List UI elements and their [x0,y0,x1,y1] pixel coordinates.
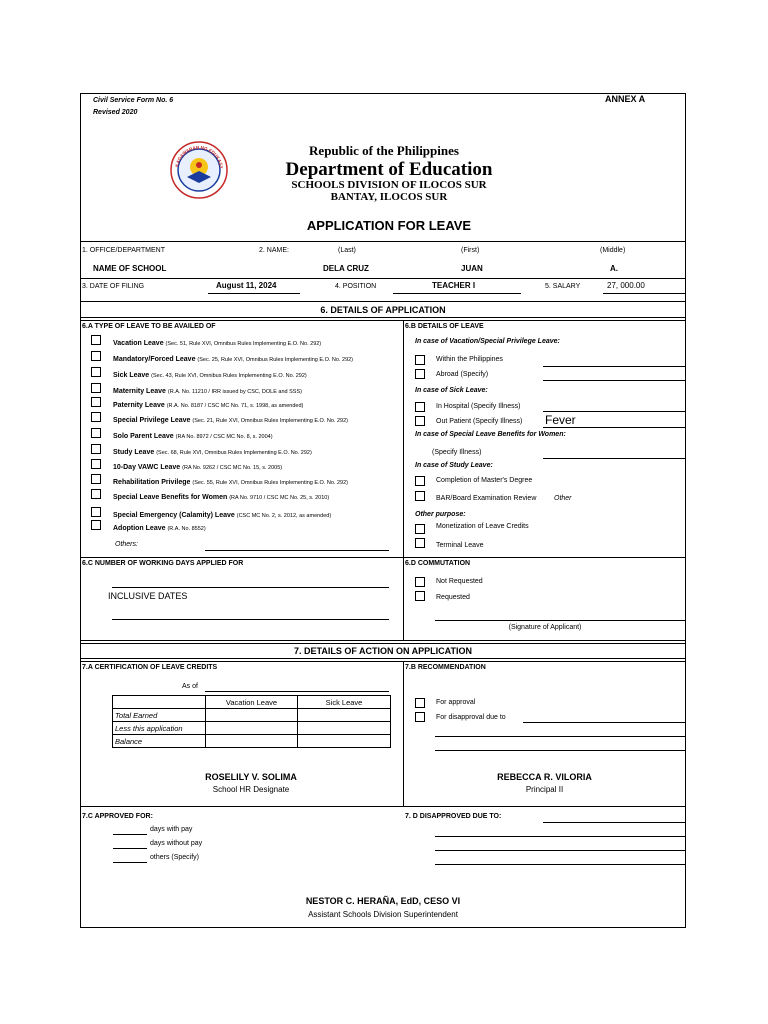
leave-type-reference: (R.A. No. 8552) [167,526,206,532]
form-title: APPLICATION FOR LEAVE [306,218,472,233]
abroad-label: Abroad (Specify) [436,371,489,378]
leave-type-name: Sick Leave [113,372,150,379]
middle-name-value[interactable]: A. [610,264,618,273]
sick-leave-header: Sick Leave [298,696,391,709]
leave-type-reference: (RA No. 9262 / CSC MC No. 15, s. 2005) [182,465,283,471]
position-value[interactable]: TEACHER I [432,281,476,290]
leave-type-label [113,464,282,472]
illness-value[interactable]: Fever [545,413,576,427]
bar-review-label: BAR/Board Examination Review [436,495,537,502]
leave-type-label [113,512,331,520]
leave-type-name: Maternity Leave [113,388,166,395]
masters-label: Completion of Master's Degree [436,477,533,484]
sick-total-cell[interactable] [298,709,391,722]
leave-type-label [113,494,329,502]
leave-type-checkbox[interactable] [91,335,101,345]
balance-label: Balance [113,735,206,748]
others-input[interactable] [205,550,389,551]
location-heading: BANTAY, ILOCOS SUR [330,191,448,203]
leave-type-checkbox[interactable] [91,412,101,422]
principal-title: Principal II [525,785,564,794]
date-label: 3. DATE OF FILING [82,283,145,290]
not-requested-checkbox[interactable] [415,577,425,587]
requested-checkbox[interactable] [415,591,425,601]
salary-label: 5. SALARY [545,283,581,290]
leave-type-name: Adoption Leave [113,525,166,532]
leave-type-reference: (Sec. 21, Rule XVI, Omnibus Rules Implementing E.O. No. 292) [192,418,348,424]
leave-type-name: Special Emergency (Calamity) Leave [113,512,235,519]
others-specify-input[interactable] [113,862,147,863]
deped-seal-logo [170,141,228,199]
leave-type-checkbox[interactable] [91,428,101,438]
leave-type-reference: (RA No. 9710 / CSC MC No. 25, s. 2010) [229,495,330,501]
leave-type-name: Vacation Leave [113,340,164,347]
form-number: Civil Service Form No. 6 [93,97,174,104]
in-hospital-label: In Hospital (Specify Illness) [436,403,521,410]
svg-text:KAGAWARAN NG EDUKASYON: KAGAWARAN NG EDUKASY [174,144,224,170]
within-ph-label: Within the Philippines [436,356,503,363]
leave-type-name: Study Leave [113,449,155,456]
sick-balance-cell[interactable] [298,735,391,748]
sick-less-cell[interactable] [298,722,391,735]
leave-type-name: Solo Parent Leave [113,433,174,440]
leave-type-reference: (Sec. 43, Rule XVI, Omnibus Rules Implementing E.O. No. 292) [151,373,307,379]
leave-type-label [113,402,303,410]
vacation-leave-header: Vacation Leave [206,696,298,709]
bar-review-checkbox[interactable] [415,491,425,501]
department-heading: Department of Education [285,159,493,180]
signature-label: (Signature of Applicant) [508,624,582,631]
inclusive-dates-input[interactable] [112,619,389,620]
leave-type-checkbox[interactable] [91,444,101,454]
monetization-label: Monetization of Leave Credits [436,523,529,530]
leave-type-reference: (Sec. 55, Rule XVI, Omnibus Rules Implementing E.O. No. 292) [192,480,348,486]
requested-label: Requested [436,594,470,601]
section-6c-title: 6.C NUMBER OF WORKING DAYS APPLIED FOR [82,560,244,567]
leave-type-label [113,449,312,457]
leave-type-checkbox[interactable] [91,489,101,499]
leave-type-name: 10-Day VAWC Leave [113,464,181,471]
leave-type-name: Rehabilitation Privilege [113,479,191,486]
first-name-label: (First) [461,247,480,254]
hr-name: ROSELILY V. SOLIMA [205,772,297,782]
out-patient-checkbox[interactable] [415,416,425,426]
not-requested-label: Not Requested [436,578,483,585]
out-patient-label: Out Patient (Specify Illness) [436,418,523,425]
name-label: 2. NAME: [259,247,289,254]
terminal-leave-checkbox[interactable] [415,538,425,548]
section-6b-title: 6.B DETAILS OF LEAVE [405,323,484,330]
salary-value[interactable]: 27, 000.00 [607,281,645,290]
leave-type-reference: (Sec. 51, Rule XVI, Omnibus Rules Implementing E.O. No. 292) [165,341,322,347]
leave-type-label [113,433,273,441]
less-application-label: Less this application [113,722,206,735]
as-of-label: As of [182,683,198,690]
last-name-label: (Last) [338,247,356,254]
monetization-checkbox[interactable] [415,524,425,534]
inclusive-dates-label: INCLUSIVE DATES [108,591,188,601]
section-6-title: 6. DETAILS OF APPLICATION [320,305,446,315]
days-with-pay-label: days with pay [150,826,193,833]
leave-type-name: Paternity Leave [113,402,165,409]
leave-type-name: Special Leave Benefits for Women [113,494,228,501]
as-of-input[interactable] [205,691,389,692]
hr-title: School HR Designate [212,785,290,794]
leave-type-label [113,372,307,380]
asds-title: Assistant Schools Division Superintendent [308,910,458,919]
leave-type-reference: (RA No. 8972 / CSC MC No. 8, s. 2004) [175,434,273,440]
women-case-label: In case of Special Leave Benefits for Women: [415,431,566,438]
leave-type-label [113,340,321,348]
section-6a-title: 6.A TYPE OF LEAVE TO BE AVAILED OF [82,323,216,330]
section-7c-title: 7.C APPROVED FOR: [82,813,153,820]
leave-type-checkbox[interactable] [91,474,101,484]
for-approval-checkbox[interactable] [415,698,425,708]
terminal-leave-label: Terminal Leave [436,542,484,549]
asds-name: NESTOR C. HERAÑA, EdD, CESO VI [305,896,461,906]
vacation-case-label: In case of Vacation/Special Privilege Leave: [415,338,560,345]
for-disapproval-checkbox[interactable] [415,712,425,722]
days-with-pay-input[interactable] [113,834,147,835]
office-value[interactable]: NAME OF SCHOOL [93,264,167,273]
date-value[interactable]: August 11, 2024 [216,281,277,290]
working-days-input[interactable] [112,587,389,588]
leave-type-checkbox[interactable] [91,367,101,377]
leave-type-reference: (Sec. 68, Rule XVI, Omnibus Rules Implementing E.O. No. 292) [156,450,312,456]
leave-type-checkbox[interactable] [91,397,101,407]
last-name-value[interactable]: DELA CRUZ [323,264,369,273]
vacation-balance-cell[interactable] [206,735,298,748]
leave-type-label [113,417,348,425]
other-purpose-label: Other purpose: [415,511,466,518]
leave-type-reference: (CSC MC No. 2, s. 2012, as amended) [236,513,332,519]
principal-name: REBECCA R. VILORIA [497,772,592,782]
section-7b-title: 7.B RECOMMENDATION [405,664,486,671]
first-name-value[interactable]: JUAN [461,264,483,273]
leave-type-checkbox[interactable] [91,383,101,393]
masters-checkbox[interactable] [415,476,425,486]
leave-type-name: Special Privilege Leave [113,417,191,424]
leave-type-reference: (Sec. 25, Rule XVI, Omnibus Rules Implementing E.O. No. 292) [197,357,354,363]
division-heading: SCHOOLS DIVISION OF ILOCOS SUR [291,179,487,191]
applicant-signature-line[interactable] [435,620,686,621]
section-6d-title: 6.D COMMUTATION [405,560,471,567]
leave-type-reference: (R.A. No. 11210 / IRR issued by CSC, DOLE and SSS) [167,389,302,395]
leave-type-label [113,525,206,533]
in-hospital-checkbox[interactable] [415,402,425,412]
others-specify-label: others (Specify) [150,854,200,861]
for-disapproval-label: For disapproval due to [436,714,506,721]
leave-type-label [113,479,348,487]
middle-name-label: (Middle) [600,247,626,254]
leave-credits-table [112,695,391,748]
leave-type-label [113,356,353,364]
section-7-title: 7. DETAILS OF ACTION ON APPLICATION [293,646,472,656]
days-without-pay-input[interactable] [113,848,147,849]
total-earned-label: Total Earned [113,709,206,722]
others-label: Others: [115,541,138,548]
leave-type-name: Mandatory/Forced Leave [113,356,196,363]
leave-type-checkbox[interactable] [91,459,101,469]
leave-type-checkbox[interactable] [91,351,101,361]
section-7a-title: 7.A CERTIFICATION OF LEAVE CREDITS [82,664,218,671]
leave-type-reference: (R.A. No. 8187 / CSC MC No. 71, s. 1998, as amended) [166,403,304,409]
for-approval-label: For approval [436,699,476,706]
vacation-less-cell[interactable] [206,722,298,735]
section-7d-title: 7. D DISAPPROVED DUE TO: [405,813,502,820]
office-label: 1. OFFICE/DEPARTMENT [82,247,165,254]
specify-illness-label: (Specify Illness) [432,449,482,456]
republic-heading: Republic of the Philippines [309,143,459,158]
days-without-pay-label: days without pay [150,840,203,847]
bar-review-other-label: Other [554,495,572,502]
study-case-label: In case of Study Leave: [415,462,493,469]
annex-label: ANNEX A [605,94,646,104]
leave-type-checkbox[interactable] [91,520,101,530]
leave-type-checkbox[interactable] [91,507,101,517]
revised-date: Revised 2020 [93,109,138,116]
abroad-checkbox[interactable] [415,369,425,379]
position-label: 4. POSITION [335,283,377,290]
vacation-total-cell[interactable] [206,709,298,722]
leave-type-label [113,388,302,396]
within-ph-checkbox[interactable] [415,355,425,365]
sick-case-label: In case of Sick Leave: [415,387,488,394]
